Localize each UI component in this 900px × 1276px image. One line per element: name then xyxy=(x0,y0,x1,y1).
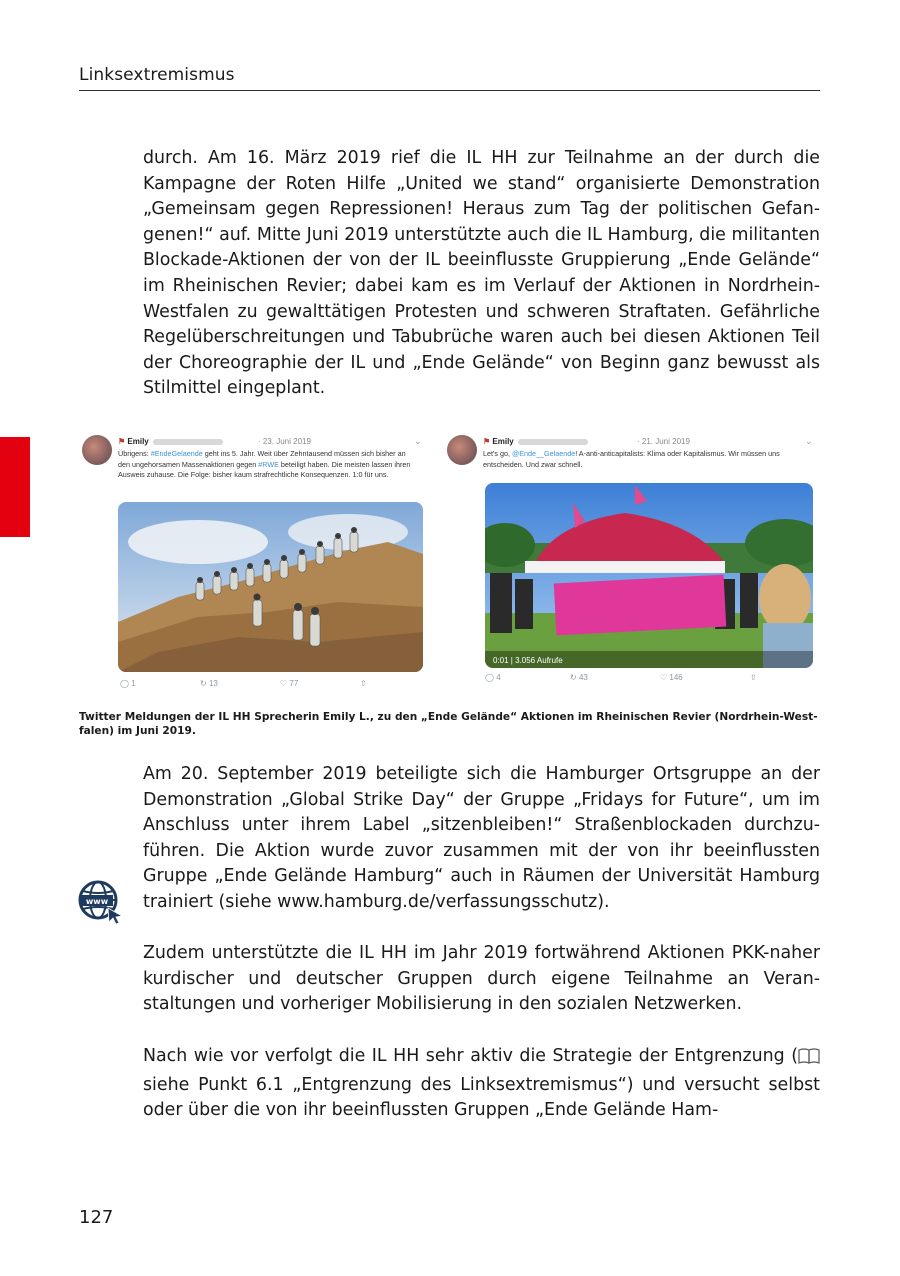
blurred-handle xyxy=(153,439,223,445)
tweet-author: ⚑ Emily xyxy=(118,437,223,446)
page-number: 127 xyxy=(79,1207,114,1228)
tweet-author: ⚑ Emily xyxy=(483,437,588,446)
chevron-down-icon: ⌄ xyxy=(805,436,813,446)
mention: @Ende__Gelaende xyxy=(511,449,576,458)
video-time: 0:01 | 3.056 Aufrufe xyxy=(493,656,563,665)
paragraph-1: durch. Am 16. März 2019 rief die IL HH zur Teilnahme an der durch die Kampagne der Roten Hilfe „United we stand“ organisierte Demonstration „Gemeinsam gegen Repressionen! Heraus zum Tag der politischen Gefangenen!“ auf. Mitte Juni 2019 unterstützte auch die IL Hamburg, die militanten Blockade-Aktionen der von der IL beeinflusste Gruppierung „Ende Gelände“ im Rheinischen Revier; dabei kam es im Verlauf der Aktionen in Nordrhein-Westfalen zu gewalttätigen Protesten und schweren Straftaten. Gefährliche Regelüberschreitungen und Tabubrüche waren auch bei diesen Aktionen Teil der Choreographie der IL und „Ende Gelände“ von Beginn ganz bewusst als Stilmittel eingeplant. xyxy=(143,148,820,399)
share-icon: ⇧ xyxy=(360,679,367,688)
book-icon xyxy=(798,1047,820,1073)
tweet-text: Übrigens: #EndeGelaende geht ins 5. Jahr. Weit über Zehntausend müssen sich bisher an den ungehorsamen Massenaktionen gegen #RWE beteiligt haben. Die meisten lassen ihren Ausweis zuhause. Die Folge: bisher kaum strafrechtliche Konsequenzen. 1:0 für uns. xyxy=(118,449,411,479)
retweet-icon: ↻ 13 xyxy=(200,679,218,688)
chapter-marker-tab xyxy=(0,437,30,537)
tweet-video-pink-banner-protest xyxy=(485,483,813,668)
reply-icon: ◯ 1 xyxy=(120,679,136,688)
tweet-date: · 21. Juni 2019 xyxy=(637,437,690,446)
paragraph-2: Am 20. September 2019 beteiligte sich die Hamburger Ortsgruppe an der Demonstration „Global Strike Day“ der Gruppe „Fridays for Future“, um im Anschluss unter ihrem Label „sitzenbleiben!“ Straßenblockaden durchzuführen. Die Aktion wurde zuvor zusammen mit der von ihr beeinflussten Gruppe „Ende Gelände Hamburg“ auch in Räumen der Universität Hamburg trainiert (siehe www.hamburg.de/verfassungsschutz). xyxy=(143,764,820,912)
www-globe-icon xyxy=(78,880,124,924)
photo-illustration xyxy=(118,502,423,672)
hashtag: #RWE xyxy=(258,459,279,469)
paragraph-4: Nach wie vor verfolgt die IL HH sehr aktiv die Strategie der Entgrenzung ( siehe Punkt 6.1 „Entgrenzung des Linksextremismus“) und versucht selbst oder über die von ihr beeinflussten Gruppen „Ende Gelände Ham- xyxy=(143,1046,820,1121)
blurred-handle xyxy=(518,439,588,445)
avatar xyxy=(82,435,112,465)
running-header-title: Linksextremismus xyxy=(79,65,235,85)
avatar xyxy=(447,435,477,465)
like-icon: ♡ 77 xyxy=(280,679,299,688)
svg-text:www: www xyxy=(85,897,109,906)
like-icon: ♡ 146 xyxy=(660,673,683,682)
chevron-down-icon: ⌄ xyxy=(414,436,422,446)
share-icon: ⇧ xyxy=(750,673,757,682)
video-illustration xyxy=(485,483,813,668)
retweet-icon: ↻ 43 xyxy=(570,673,588,682)
tweet-screenshot-2 xyxy=(445,432,817,692)
hashtag: #EndeGelaende xyxy=(150,449,203,458)
tweet-date: · 23. Juni 2019 xyxy=(258,437,311,446)
reply-icon: ◯ 4 xyxy=(485,673,501,682)
tweet-text: Let's go, @Ende__Gelaende! A-anti-anticapitalists: Klima oder Kapitalismus. Wir müssen uns entscheiden. Und zwar schnell. xyxy=(483,449,780,469)
running-header xyxy=(79,64,820,91)
figure-caption: Twitter Meldungen der IL HH Sprecherin Emily L., zu den „Ende Gelände“ Aktionen im Rheinischen Revier (Nordrhein-Westfalen) im Juni 2019. xyxy=(79,711,818,737)
flag-icon: ⚑ xyxy=(483,437,491,446)
tweet-screenshot-1 xyxy=(80,432,428,692)
paragraph-3: Zudem unterstützte die IL HH im Jahr 2019 fortwährend Aktionen PKK-naher kurdischer und deutscher Gruppen durch eigene Teilnahme an Veranstaltungen und vorheriger Mobilisierung in den sozialen Netzwerken. xyxy=(143,943,820,1015)
flag-icon: ⚑ xyxy=(118,437,126,446)
tweet-photo-protesters-on-sand-slope xyxy=(118,502,423,672)
